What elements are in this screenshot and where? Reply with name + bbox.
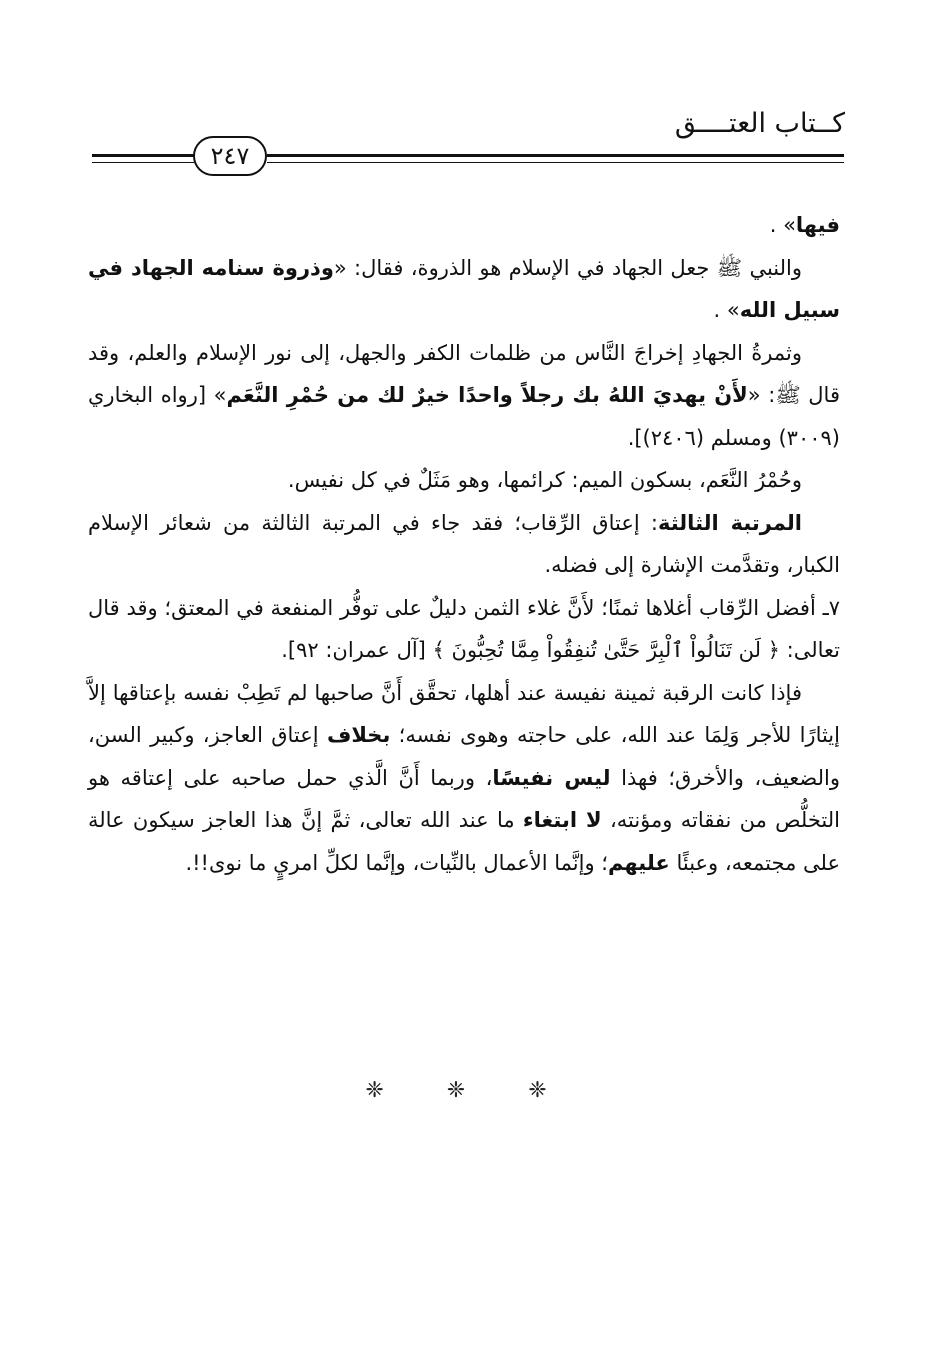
text-run: ؛ وإنَّما الأعمال بالنِّيات، وإنَّما لكلِّ امريٍ ما نوى!!.	[185, 850, 608, 875]
text-run: وثمرةُ الجهادِ إخراجَ النَّاس من ظلمات الكفر والجهل، إلى نور الإسلام والعلم، وقد قال ﷺ: «	[88, 340, 840, 407]
citation: » [رواه البخاري (٣٠٠٩) ومسلم (٢٤٠٦)].	[88, 383, 840, 450]
header-rule-thick	[267, 154, 844, 157]
page-number: ٢٤٧	[210, 142, 250, 170]
bold-text: لا ابتغاء	[522, 808, 602, 832]
text-run: » .	[713, 298, 740, 322]
section-divider: ❈ ❈ ❈	[365, 1078, 575, 1103]
text-run: إعتاق العاجز، وكبير السن، والضعيف، والأخرق؛ فهذا	[88, 723, 840, 790]
text-run: أفضل الرِّقاب أغلاها ثمنًا؛ لأَنَّ غلاء الثمن دليلٌ على توفُّر المنفعة في المعتق؛ وقد قال تعالى:	[88, 595, 840, 662]
header-rule-thin-left	[92, 162, 194, 163]
page-number-badge	[193, 136, 267, 176]
paragraph-3	[88, 332, 840, 460]
text-run: » .	[769, 213, 796, 237]
paragraph-7	[88, 672, 840, 885]
paragraph-1	[88, 204, 840, 247]
paragraph-2	[88, 247, 840, 332]
header-rule-thick-left	[92, 154, 194, 157]
hadith-quote: وذروة سنامه الجهاد في سبيل الله	[88, 255, 840, 322]
text-run: والنبي ﷺ جعل الجهاد في الإسلام هو الذروة، فقال: «	[333, 255, 802, 280]
paragraph-5	[88, 502, 840, 587]
text-run: وحُمْرُ النَّعَم، بسكون الميم: كرائمها، وهو مَثَلٌ في كل نفيس.	[287, 468, 802, 492]
citation: [آل عمران: ٩٢].	[281, 638, 433, 662]
point-number: ٧ـ	[822, 595, 840, 620]
bold-text: فيها	[795, 213, 840, 237]
hadith-quote: لأَنْ يهديَ اللهُ بك رجلاً واحدًا خيرٌ لك من حُمْرِ النَّعَم	[226, 383, 748, 407]
page-body	[88, 204, 840, 884]
bold-text: بخلاف	[326, 723, 391, 747]
text-run: : إعتاق الرِّقاب؛ فقد جاء في المرتبة الثالثة من شعائر الإسلام الكبار، وتقدَّمت الإشارة إلى فضله.	[88, 510, 840, 577]
text-run: ، وربما أَنَّ الَّذي حمل صاحبه على إعتاقه هو التخلُّص من نفقاته ومؤنته،	[88, 765, 840, 832]
running-header-title: كــتاب العتــــق	[674, 108, 845, 139]
section-heading: المرتبة الثالثة	[657, 510, 802, 535]
text-run: ما عند الله تعالى، ثمَّ إنَّ هذا العاجز سيكون عالة على مجتمعه، وعبئًا	[88, 808, 840, 875]
paragraph-4	[88, 459, 840, 502]
bold-text: عليهم	[607, 850, 670, 875]
numbered-point-7	[88, 587, 840, 672]
bold-text: ليس نفيسًا	[492, 765, 611, 790]
text-run: فإذا كانت الرقبة ثمينة نفيسة عند أهلها، تحقَّق أَنَّ صاحبها لم تَطِبْ نفسه بإعتاقها إلاَّ إيثارًا للأجر وَلِمَا عند الله، على حاجته وهوى نفسه؛	[88, 680, 840, 747]
header-rule-thin	[267, 162, 844, 163]
quran-verse: ﴿ لَن تَنَالُواْ ٱلْبِرَّ حَتَّىٰ تُنفِقُواْ مِمَّا تُحِبُّونَ ﴾	[432, 638, 780, 662]
